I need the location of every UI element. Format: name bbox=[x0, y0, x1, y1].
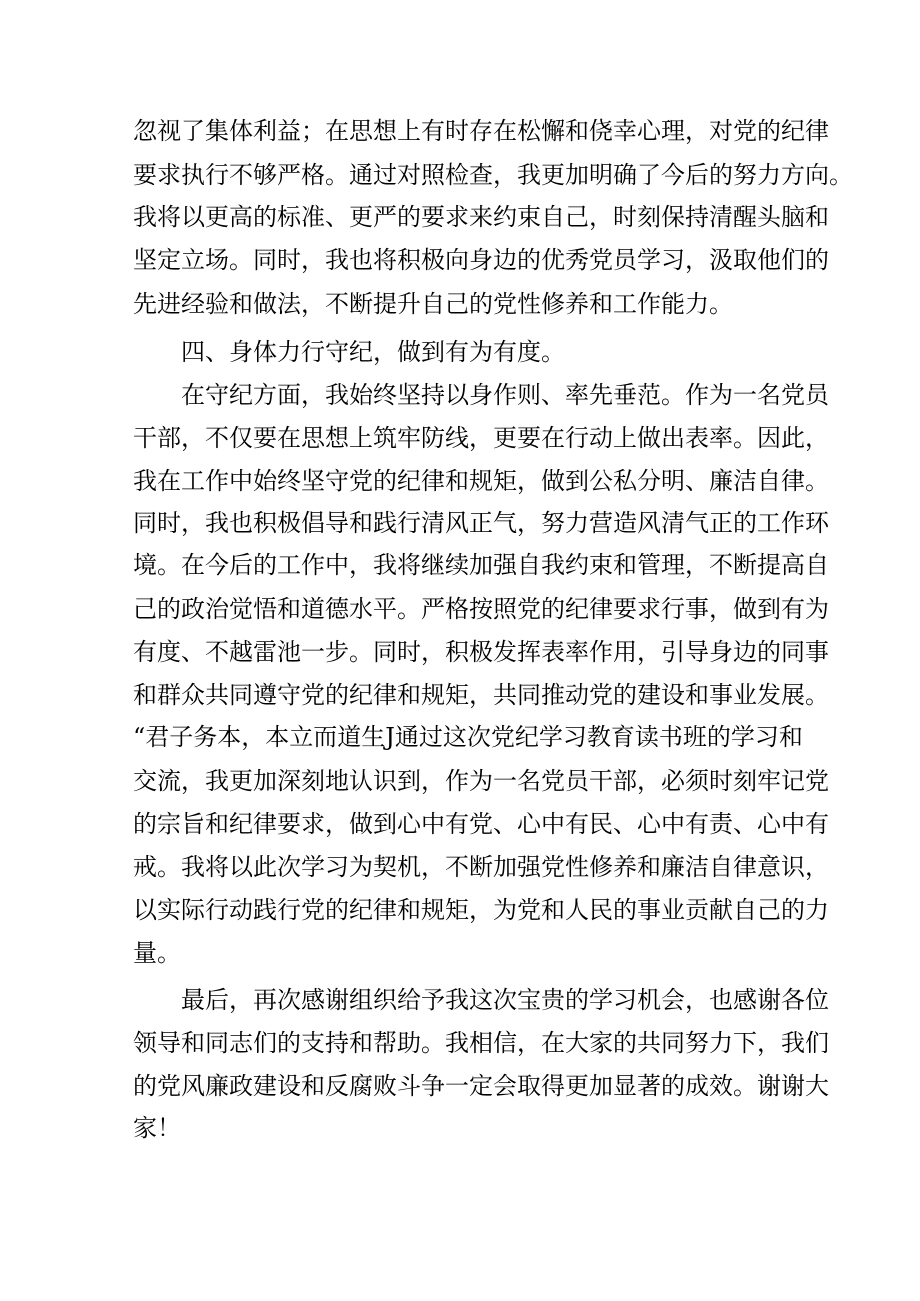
paragraph-1-line-2: 要求执行不够严格。通过对照检查，我更加明确了今后的努力方向。 bbox=[133, 161, 853, 189]
paragraph-3-line-3: 的党风廉政建设和反腐败斗争一定会取得更加显著的成效。谢谢大 bbox=[133, 1072, 829, 1100]
paragraph-2-line-12: 戒。我将以此次学习为契机，不断加强党性修养和廉洁自律意识， bbox=[133, 853, 829, 881]
paragraph-1-line-3: 我将以更高的标准、更严的要求来约束自己，时刻保持清醒头脑和 bbox=[133, 203, 829, 231]
paragraph-2-line-13: 以实际行动践行党的纪律和规矩，为党和人民的事业贡献自己的力 bbox=[133, 896, 829, 924]
paragraph-2-line-9: “君子务本，本立而道生J通过这次党纪学习教育读书班的学习和 bbox=[133, 723, 803, 751]
paragraph-2-line-7: 有度、不越雷池一步。同时，积极发挥表率作用，引导身边的同事 bbox=[133, 638, 829, 666]
paragraph-2-line-5: 境。在今后的工作中，我将继续加强自我约束和管理，不断提高自 bbox=[133, 551, 829, 579]
paragraph-2-line-11: 的宗旨和纪律要求，做到心中有党、心中有民、心中有责、心中有 bbox=[133, 810, 829, 838]
section-heading: 四、身体力行守纪，做到有为有度。 bbox=[181, 338, 565, 366]
paragraph-1-line-4: 坚定立场。同时，我也将积极向身边的优秀党员学习，汲取他们的 bbox=[133, 246, 829, 274]
paragraph-1-line-5: 先进经验和做法，不断提升自己的党性修养和工作能力。 bbox=[133, 290, 733, 318]
paragraph-2-line-4: 同时，我也积极倡导和践行清风正气，努力营造风清气正的工作环 bbox=[133, 509, 829, 537]
paragraph-3-line-2: 领导和同志们的支持和帮助。我相信，在大家的共同努力下，我们 bbox=[133, 1029, 829, 1057]
paragraph-2-line-6: 己的政治觉悟和道德水平。严格按照党的纪律要求行事，做到有为 bbox=[133, 595, 829, 623]
paragraph-2-line-1: 在守纪方面，我始终坚持以身作则、率先垂范。作为一名党员 bbox=[181, 381, 829, 409]
paragraph-2-line-2: 干部，不仅要在思想上筑牢防线，更要在行动上做出表率。因此， bbox=[133, 424, 829, 452]
paragraph-2-line-8: 和群众共同遵守党的纪律和规矩，共同推动党的建设和事业发展。 bbox=[133, 681, 829, 709]
paragraph-1-line-1: 忽视了集体利益；在思想上有时存在松懈和侥幸心理，对党的纪律 bbox=[133, 117, 829, 145]
paragraph-2-line-10: 交流，我更加深刻地认识到，作为一名党员干部，必须时刻牢记党 bbox=[133, 767, 829, 795]
paragraph-3-line-1: 最后，再次感谢组织给予我这次宝贵的学习机会，也感谢各位 bbox=[181, 986, 829, 1014]
paragraph-2-line-3: 我在工作中始终坚守党的纪律和规矩，做到公私分明、廉洁自律。 bbox=[133, 467, 829, 495]
paragraph-2-line-14: 量。 bbox=[133, 939, 181, 967]
paragraph-3-line-4: 家！ bbox=[133, 1114, 181, 1142]
